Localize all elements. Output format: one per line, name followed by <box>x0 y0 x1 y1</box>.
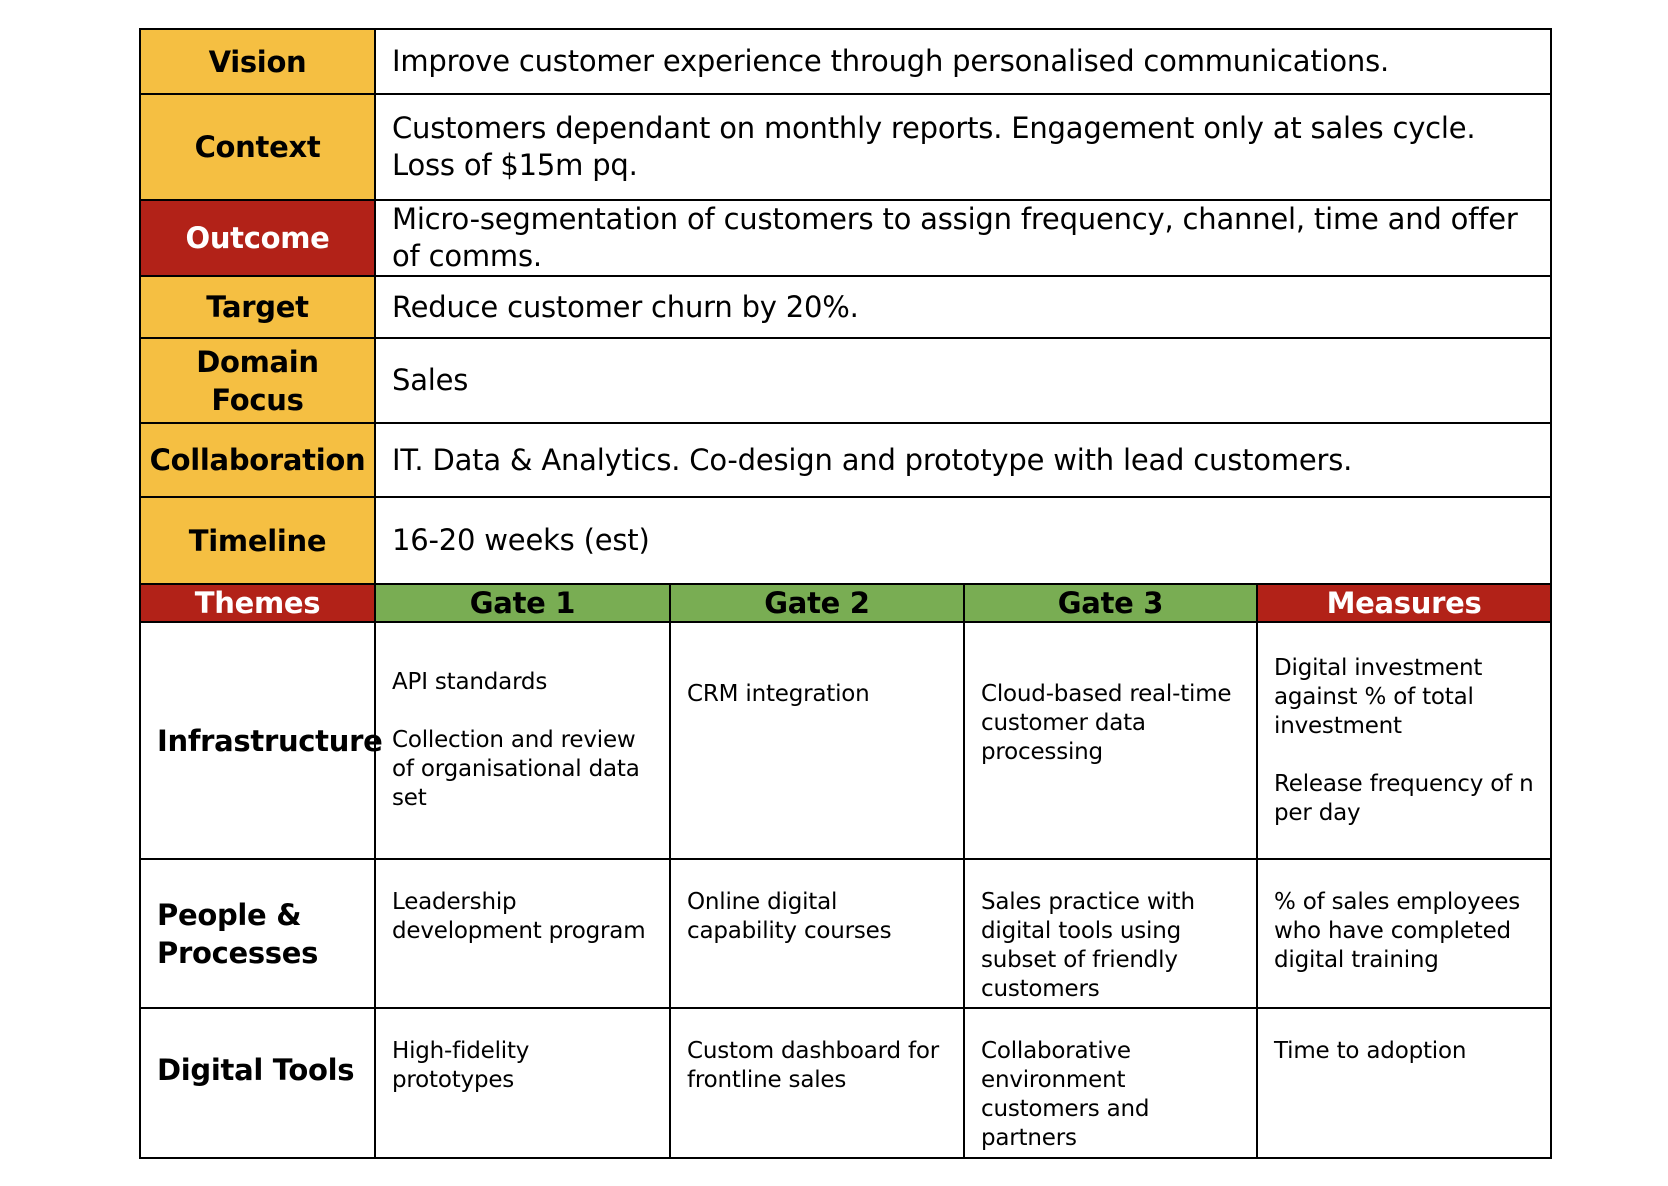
theme-people-processes: People & Processes <box>140 859 375 1008</box>
collaboration-label: Collaboration <box>140 423 375 497</box>
grid-row-infrastructure <box>140 622 1551 859</box>
strategy-canvas-table <box>139 28 1552 1159</box>
grid-header-row <box>140 584 1551 622</box>
header-gate-1: Gate 1 <box>375 584 670 622</box>
outcome-value: Micro-segmentation of customers to assign frequency, channel, time and offer of comms. <box>375 200 1551 276</box>
people-processes-gate-3 <box>964 859 1257 1008</box>
domain-focus-label: Domain Focus <box>140 338 375 423</box>
infrastructure-measures-item: Release frequency of n per day <box>1274 770 1534 826</box>
infrastructure-gate-1 <box>375 622 670 859</box>
context-label: Context <box>140 94 375 200</box>
people-processes-gate-1-item: Leadership development program <box>392 889 646 944</box>
collaboration-value: IT. Data & Analytics. Co-design and prototype with lead customers. <box>375 423 1551 497</box>
infrastructure-gate-2-item: CRM integration <box>687 681 870 707</box>
digital-tools-measures <box>1257 1008 1551 1158</box>
header-measures: Measures <box>1257 584 1551 622</box>
digital-tools-gate-3 <box>964 1008 1257 1158</box>
header-gate-3: Gate 3 <box>964 584 1257 622</box>
digital-tools-gate-1 <box>375 1008 670 1158</box>
people-processes-gate-2 <box>670 859 964 1008</box>
theme-digital-tools: Digital Tools <box>140 1008 375 1158</box>
grid-row-people-processes <box>140 859 1551 1008</box>
people-processes-measures <box>1257 859 1551 1008</box>
timeline-label: Timeline <box>140 497 375 584</box>
infrastructure-gate-1-item: Collection and review of organisational data set <box>392 727 640 811</box>
domain-focus-value: Sales <box>375 338 1551 423</box>
infrastructure-gate-1-item: API standards <box>392 669 548 695</box>
context-row <box>140 94 1551 200</box>
grid-row-digital-tools <box>140 1008 1551 1158</box>
people-processes-gate-3-item: Sales practice with digital tools using subset of friendly customers <box>981 889 1195 1002</box>
vision-value: Improve customer experience through personalised communications. <box>375 29 1551 94</box>
domain-focus-row <box>140 338 1551 423</box>
digital-tools-gate-1-item: High-fidelity prototypes <box>392 1038 530 1093</box>
digital-tools-gate-2 <box>670 1008 964 1158</box>
target-label: Target <box>140 276 375 338</box>
header-themes: Themes <box>140 584 375 622</box>
target-row <box>140 276 1551 338</box>
theme-infrastructure: Infrastructure <box>140 622 375 859</box>
digital-tools-gate-3-item: Collaborative environment customers and partners <box>981 1038 1150 1151</box>
outcome-row <box>140 200 1551 276</box>
timeline-value: 16-20 weeks (est) <box>375 497 1551 584</box>
timeline-row <box>140 497 1551 584</box>
digital-tools-gate-2-item: Custom dashboard for frontline sales <box>687 1038 940 1093</box>
context-value: Customers dependant on monthly reports. Engagement only at sales cycle. Loss of $15m pq. <box>375 94 1551 200</box>
people-processes-gate-2-item: Online digital capability courses <box>687 889 892 944</box>
header-gate-2: Gate 2 <box>670 584 964 622</box>
vision-label: Vision <box>140 29 375 94</box>
infrastructure-gate-3 <box>964 622 1257 859</box>
target-value: Reduce customer churn by 20%. <box>375 276 1551 338</box>
infrastructure-measures <box>1257 622 1551 859</box>
outcome-label: Outcome <box>140 200 375 276</box>
collaboration-row <box>140 423 1551 497</box>
infrastructure-gate-2 <box>670 622 964 859</box>
infrastructure-gate-3-item: Cloud-based real-time customer data processing <box>981 681 1232 765</box>
vision-row <box>140 29 1551 94</box>
people-processes-gate-1 <box>375 859 670 1008</box>
digital-tools-measures-item: Time to adoption <box>1274 1038 1467 1064</box>
people-processes-measures-item: % of sales employees who have completed digital training <box>1274 889 1521 973</box>
infrastructure-measures-item: Digital investment against % of total investment <box>1274 654 1483 739</box>
